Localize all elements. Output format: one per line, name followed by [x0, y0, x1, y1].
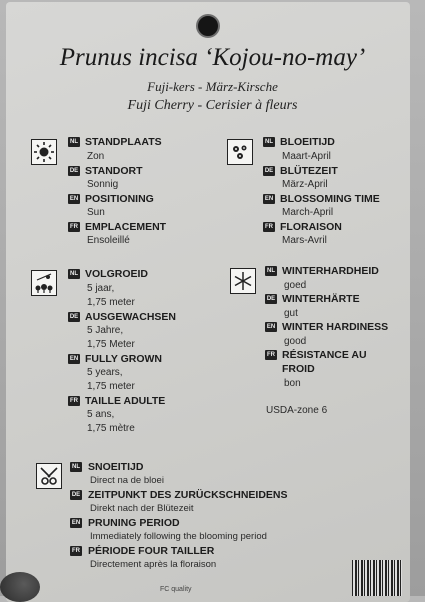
- grown-val-nl-1: 5 jaar,: [87, 283, 115, 294]
- pruning-val-en: Immediately following the blooming period: [90, 531, 267, 542]
- hardiness-val-en: good: [284, 336, 307, 347]
- lang-tag-en: EN: [266, 324, 276, 330]
- flowering-head-nl: BLOEITIJD: [280, 136, 335, 148]
- plant-growth-icon: [31, 270, 57, 296]
- grown-val-de-2: 1,75 Meter: [87, 339, 135, 350]
- lang-tag-de: DE: [266, 296, 276, 302]
- lang-tag-de: DE: [69, 314, 79, 320]
- hardiness-val-de: gut: [284, 308, 298, 319]
- sun-icon: [31, 139, 57, 165]
- flowering-val-en: March-April: [282, 207, 334, 218]
- hardiness-val-nl: goed: [284, 280, 307, 291]
- grown-val-en-2: 1,75 meter: [87, 381, 135, 392]
- pruning-shears-icon: [36, 463, 62, 489]
- lang-tag-de: DE: [69, 168, 79, 174]
- pruning-val-fr: Directement après la floraison: [90, 559, 217, 570]
- grown-head-nl: VOLGROEID: [85, 268, 149, 280]
- lang-tag-fr: FR: [70, 398, 78, 404]
- flowering-val-de: März-April: [282, 179, 328, 190]
- snowflake-icon: [230, 268, 256, 294]
- location-head-de: STANDORT: [85, 165, 143, 177]
- location-val-de: Sonnig: [87, 179, 119, 190]
- lang-tag-fr: FR: [70, 224, 78, 230]
- flowering-val-nl: Maart-April: [282, 151, 331, 162]
- lang-tag-fr: FR: [72, 548, 80, 554]
- pruning-head-de: ZEITPUNKT DES ZURÜCKSCHNEIDENS: [88, 489, 288, 501]
- lang-tag-fr: FR: [265, 224, 273, 230]
- flowering-val-fr: Mars-Avril: [282, 235, 327, 246]
- pruning-head-en: PRUNING PERIOD: [88, 517, 180, 529]
- grown-val-fr-1: 5 ans,: [87, 409, 115, 420]
- lang-tag-en: EN: [69, 356, 79, 362]
- pruning-head-nl: SNOEITIJD: [88, 461, 144, 473]
- pruning-val-nl: Direct na de bloei: [90, 475, 164, 486]
- lang-tag-nl: NL: [72, 464, 80, 470]
- location-head-fr: EMPLACEMENT: [85, 221, 167, 233]
- grown-val-fr-2: 1,75 mètre: [87, 423, 135, 434]
- grown-head-en: FULLY GROWN: [85, 353, 163, 365]
- flowering-head-de: BLÜTEZEIT: [280, 165, 338, 177]
- location-head-en: POSITIONING: [85, 193, 154, 205]
- barcode: [352, 560, 402, 596]
- grown-head-de: AUSGEWACHSEN: [85, 311, 177, 323]
- grown-val-nl-2: 1,75 meter: [87, 297, 135, 308]
- background-object: [0, 572, 40, 602]
- grown-head-fr: TAILLE ADULTE: [85, 395, 166, 407]
- flowering-head-en: BLOSSOMING TIME: [280, 193, 380, 205]
- usda-zone: USDA-zone 6: [266, 405, 328, 416]
- lang-tag-de: DE: [71, 492, 81, 498]
- location-val-nl: Zon: [87, 151, 105, 162]
- lang-tag-en: EN: [264, 196, 274, 202]
- flowering-head-fr: FLORAISON: [280, 221, 342, 233]
- footer-quality-mark: FC quality: [160, 586, 192, 593]
- lang-tag-nl: NL: [267, 268, 275, 274]
- lang-tag-fr: FR: [267, 352, 275, 358]
- hardiness-head-de: WINTERHÄRTE: [282, 293, 360, 305]
- hardiness-head-fr-1: RÉSISTANCE AU: [282, 349, 367, 361]
- grown-val-en-1: 5 years,: [87, 367, 123, 378]
- lang-tag-en: EN: [71, 520, 81, 526]
- common-names-line1: Fuji-kers - März-Kirsche: [147, 79, 278, 94]
- location-val-fr: Ensoleillé: [87, 235, 130, 246]
- hardiness-head-nl: WINTERHARDHEID: [282, 265, 379, 277]
- grown-val-de-1: 5 Jahre,: [87, 325, 124, 336]
- lang-tag-nl: NL: [70, 139, 78, 145]
- common-names-line2: Fuji Cherry - Cerisier à fleurs: [127, 98, 298, 113]
- location-val-en: Sun: [87, 207, 105, 218]
- hardiness-head-fr-2: FROID: [282, 363, 315, 375]
- location-head-nl: STANDPLAATS: [85, 136, 162, 148]
- lang-tag-nl: NL: [70, 271, 78, 277]
- lang-tag-en: EN: [69, 196, 79, 202]
- hardiness-val-fr: bon: [284, 378, 301, 389]
- lang-tag-nl: NL: [265, 139, 273, 145]
- plant-title: Prunus incisa ‘Kojou-no-may’: [59, 44, 366, 71]
- lang-tag-de: DE: [264, 168, 274, 174]
- pruning-head-fr: PÉRIODE FOUR TAILLER: [88, 545, 215, 557]
- flower-icon: [227, 139, 253, 165]
- hang-hole: [196, 14, 220, 38]
- pruning-val-de: Direkt nach der Blütezeit: [90, 503, 194, 514]
- hardiness-head-en: WINTER HARDINESS: [282, 321, 389, 333]
